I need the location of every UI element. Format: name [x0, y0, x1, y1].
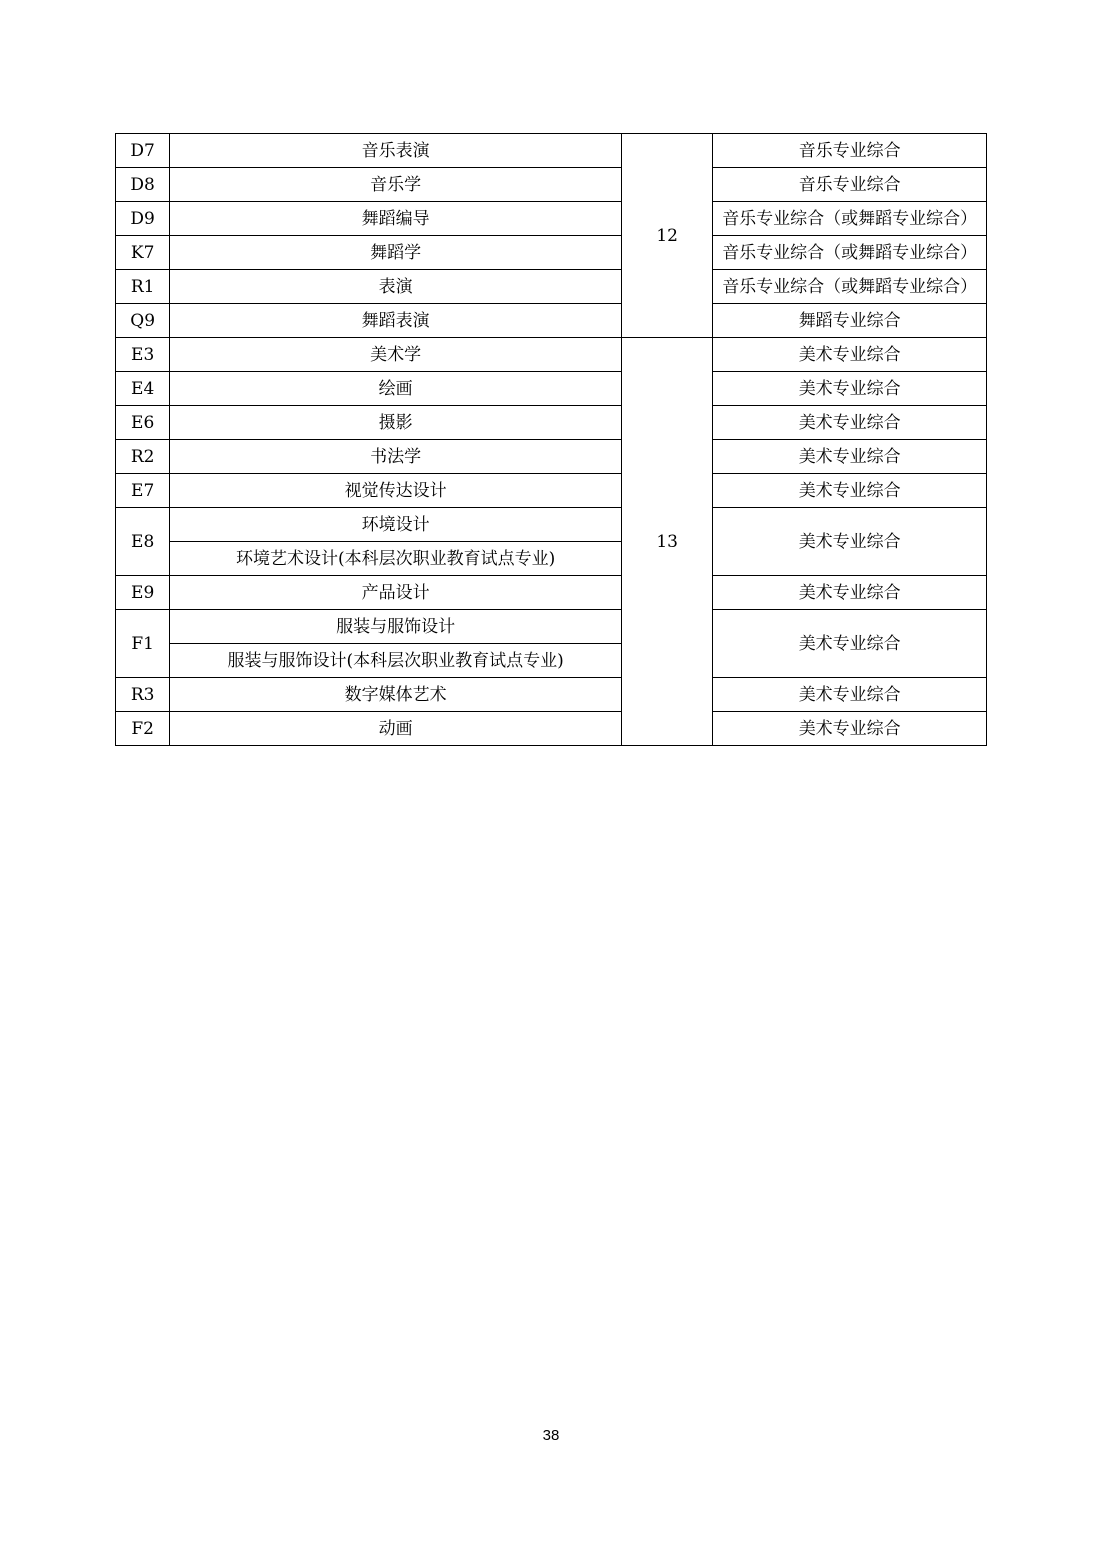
- exam-subject-cell: 美术专业综合: [713, 440, 987, 474]
- major-code-cell: E4: [116, 372, 170, 406]
- major-name-cell: 服装与服饰设计: [170, 610, 622, 644]
- table-row: [116, 236, 987, 270]
- table-row: [116, 678, 987, 712]
- exam-subject-cell: 美术专业综合: [713, 576, 987, 610]
- exam-group-cell: 13: [621, 338, 713, 746]
- major-code-cell: R3: [116, 678, 170, 712]
- exam-subject-cell: 音乐专业综合: [713, 168, 987, 202]
- exam-subject-cell: 美术专业综合: [713, 474, 987, 508]
- major-name-cell: 数字媒体艺术: [170, 678, 622, 712]
- major-name-cell: 美术学: [170, 338, 622, 372]
- exam-subject-cell: 美术专业综合: [713, 338, 987, 372]
- major-name-cell: 环境艺术设计(本科层次职业教育试点专业): [170, 542, 622, 576]
- major-code-cell: D7: [116, 134, 170, 168]
- major-code-cell: E3: [116, 338, 170, 372]
- major-code-cell: E6: [116, 406, 170, 440]
- exam-subject-cell: 美术专业综合: [713, 610, 987, 678]
- exam-subject-cell: 音乐专业综合（或舞蹈专业综合）: [713, 270, 987, 304]
- table-row: [116, 304, 987, 338]
- table-row: [116, 372, 987, 406]
- major-code-cell: R1: [116, 270, 170, 304]
- table-row: [116, 440, 987, 474]
- exam-subject-cell: 音乐专业综合（或舞蹈专业综合）: [713, 202, 987, 236]
- table-row: [116, 508, 987, 542]
- exam-subject-cell: 美术专业综合: [713, 712, 987, 746]
- major-name-cell: 环境设计: [170, 508, 622, 542]
- table-row: [116, 474, 987, 508]
- table-row: [116, 712, 987, 746]
- exam-subject-cell: 音乐专业综合: [713, 134, 987, 168]
- major-name-cell: 动画: [170, 712, 622, 746]
- table-row: [116, 202, 987, 236]
- major-exam-table: [115, 133, 987, 746]
- major-name-cell: 摄影: [170, 406, 622, 440]
- major-code-cell: E9: [116, 576, 170, 610]
- exam-subject-cell: 舞蹈专业综合: [713, 304, 987, 338]
- major-name-cell: 产品设计: [170, 576, 622, 610]
- major-code-cell: K7: [116, 236, 170, 270]
- exam-subject-cell: 美术专业综合: [713, 406, 987, 440]
- exam-subject-cell: 美术专业综合: [713, 372, 987, 406]
- table-row: [116, 168, 987, 202]
- major-code-cell: E7: [116, 474, 170, 508]
- major-code-cell: F1: [116, 610, 170, 678]
- major-code-cell: E8: [116, 508, 170, 576]
- major-name-cell: 绘画: [170, 372, 622, 406]
- major-name-cell: 表演: [170, 270, 622, 304]
- major-name-cell: 舞蹈编导: [170, 202, 622, 236]
- table-body: [116, 134, 987, 746]
- table-row: [116, 576, 987, 610]
- major-code-cell: F2: [116, 712, 170, 746]
- exam-subject-cell: 美术专业综合: [713, 508, 987, 576]
- table-row: [116, 406, 987, 440]
- major-code-cell: R2: [116, 440, 170, 474]
- major-name-cell: 舞蹈学: [170, 236, 622, 270]
- major-name-cell: 音乐表演: [170, 134, 622, 168]
- major-name-cell: 舞蹈表演: [170, 304, 622, 338]
- exam-subject-cell: 美术专业综合: [713, 678, 987, 712]
- major-name-cell: 书法学: [170, 440, 622, 474]
- table-row: [116, 610, 987, 644]
- table-row: [116, 338, 987, 372]
- major-code-cell: Q9: [116, 304, 170, 338]
- exam-subject-cell: 音乐专业综合（或舞蹈专业综合）: [713, 236, 987, 270]
- major-name-cell: 服装与服饰设计(本科层次职业教育试点专业): [170, 644, 622, 678]
- major-name-cell: 视觉传达设计: [170, 474, 622, 508]
- table-row: [116, 134, 987, 168]
- major-code-cell: D9: [116, 202, 170, 236]
- table-row: [116, 270, 987, 304]
- exam-group-cell: 12: [621, 134, 713, 338]
- major-name-cell: 音乐学: [170, 168, 622, 202]
- major-code-cell: D8: [116, 168, 170, 202]
- page-number: 38: [542, 1427, 560, 1444]
